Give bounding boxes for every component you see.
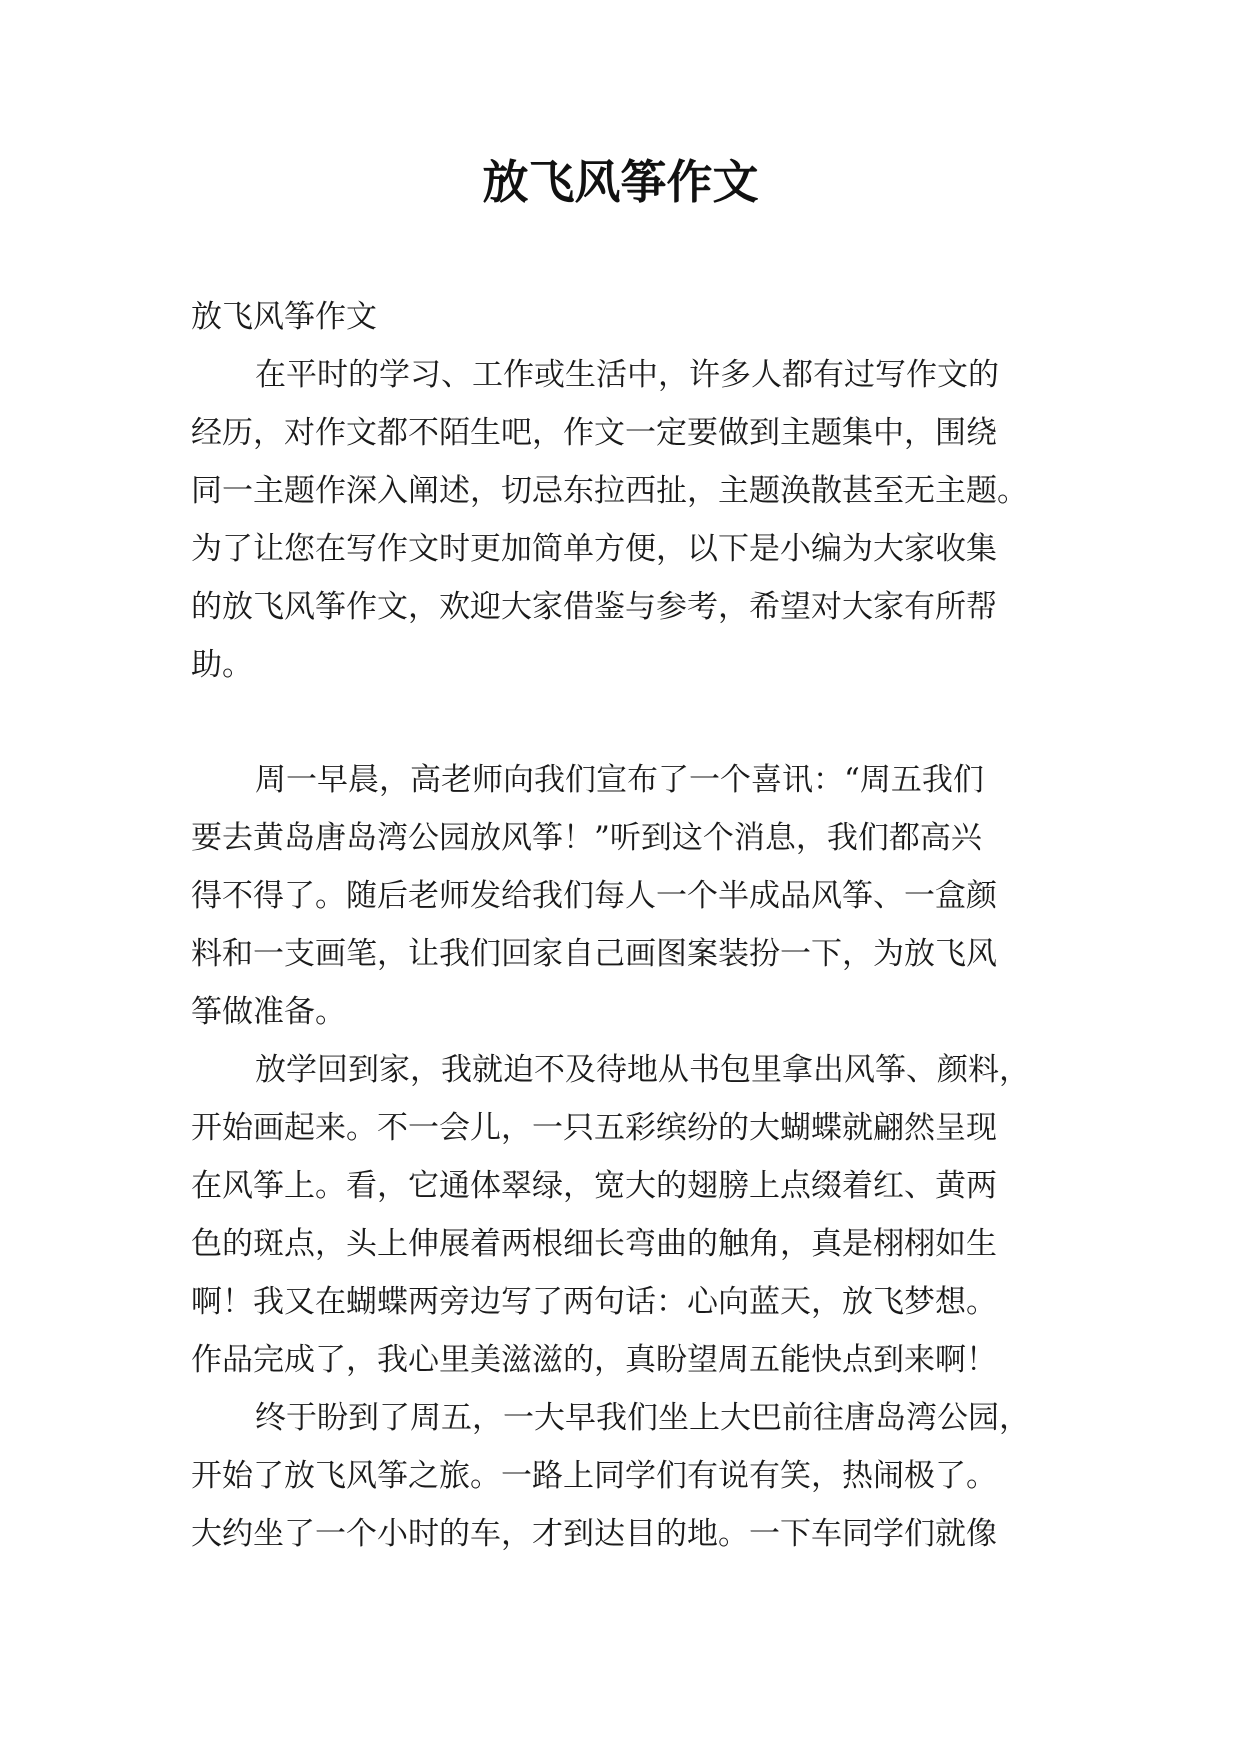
blank-line (191, 694, 1051, 751)
text-line: 在风筝上。看，它通体翠绿，宽大的翅膀上点缀着红、黄两 (191, 1168, 997, 1204)
text-line: 经历，对作文都不陌生吧，作文一定要做到主题集中，围绕 (191, 415, 997, 451)
text-line: 要去黄岛唐岛湾公园放风筝！”听到这个消息，我们都高兴 (191, 820, 982, 856)
text-line: 料和一支画笔，让我们回家自己画图案装扮一下，为放飞风 (191, 936, 997, 972)
text-line: 放飞风筝作文 (191, 299, 377, 335)
text-line: 同一主题作深入阐述，切忌东拉西扯，主题涣散甚至无主题。 (191, 473, 1028, 509)
text-line: 啊！我又在蝴蝶两旁边写了两句话：心向蓝天，放飞梦想。 (191, 1284, 997, 1320)
text-line: 助。 (191, 647, 253, 683)
text-line: 放学回到家，我就迫不及待地从书包里拿出风筝、颜料， (255, 1052, 1030, 1088)
paragraph-drawing (191, 1041, 1051, 1389)
text-line: 筝做准备。 (191, 994, 346, 1030)
subtitle-line (191, 288, 1051, 346)
text-line: 在平时的学习、工作或生活中，许多人都有过写作文的 (255, 357, 999, 393)
paragraph-friday (191, 1389, 1051, 1563)
paragraph-intro (191, 346, 1051, 694)
text-line: 开始画起来。不一会儿，一只五彩缤纷的大蝴蝶就翩然呈现 (191, 1110, 997, 1146)
text-line: 的放飞风筝作文，欢迎大家借鉴与参考，希望对大家有所帮 (191, 589, 997, 625)
text-line: 为了让您在写作文时更加简单方便，以下是小编为大家收集 (191, 531, 997, 567)
text-line: 周一早晨，高老师向我们宣布了一个喜讯：“周五我们 (255, 762, 984, 798)
text-line: 色的斑点，头上伸展着两根细长弯曲的触角，真是栩栩如生 (191, 1226, 997, 1262)
text-line: 终于盼到了周五，一大早我们坐上大巴前往唐岛湾公园， (255, 1400, 1030, 1436)
document-body (191, 288, 1051, 1563)
text-line: 开始了放飞风筝之旅。一路上同学们有说有笑，热闹极了。 (191, 1458, 997, 1494)
document-title: 放飞风筝作文 (482, 155, 759, 209)
paragraph-monday (191, 751, 1051, 1041)
text-line: 作品完成了，我心里美滋滋的，真盼望周五能快点到来啊！ (191, 1342, 997, 1378)
text-line: 大约坐了一个小时的车，才到达目的地。一下车同学们就像 (191, 1516, 997, 1552)
text-line: 得不得了。随后老师发给我们每人一个半成品风筝、一盒颜 (191, 878, 997, 914)
